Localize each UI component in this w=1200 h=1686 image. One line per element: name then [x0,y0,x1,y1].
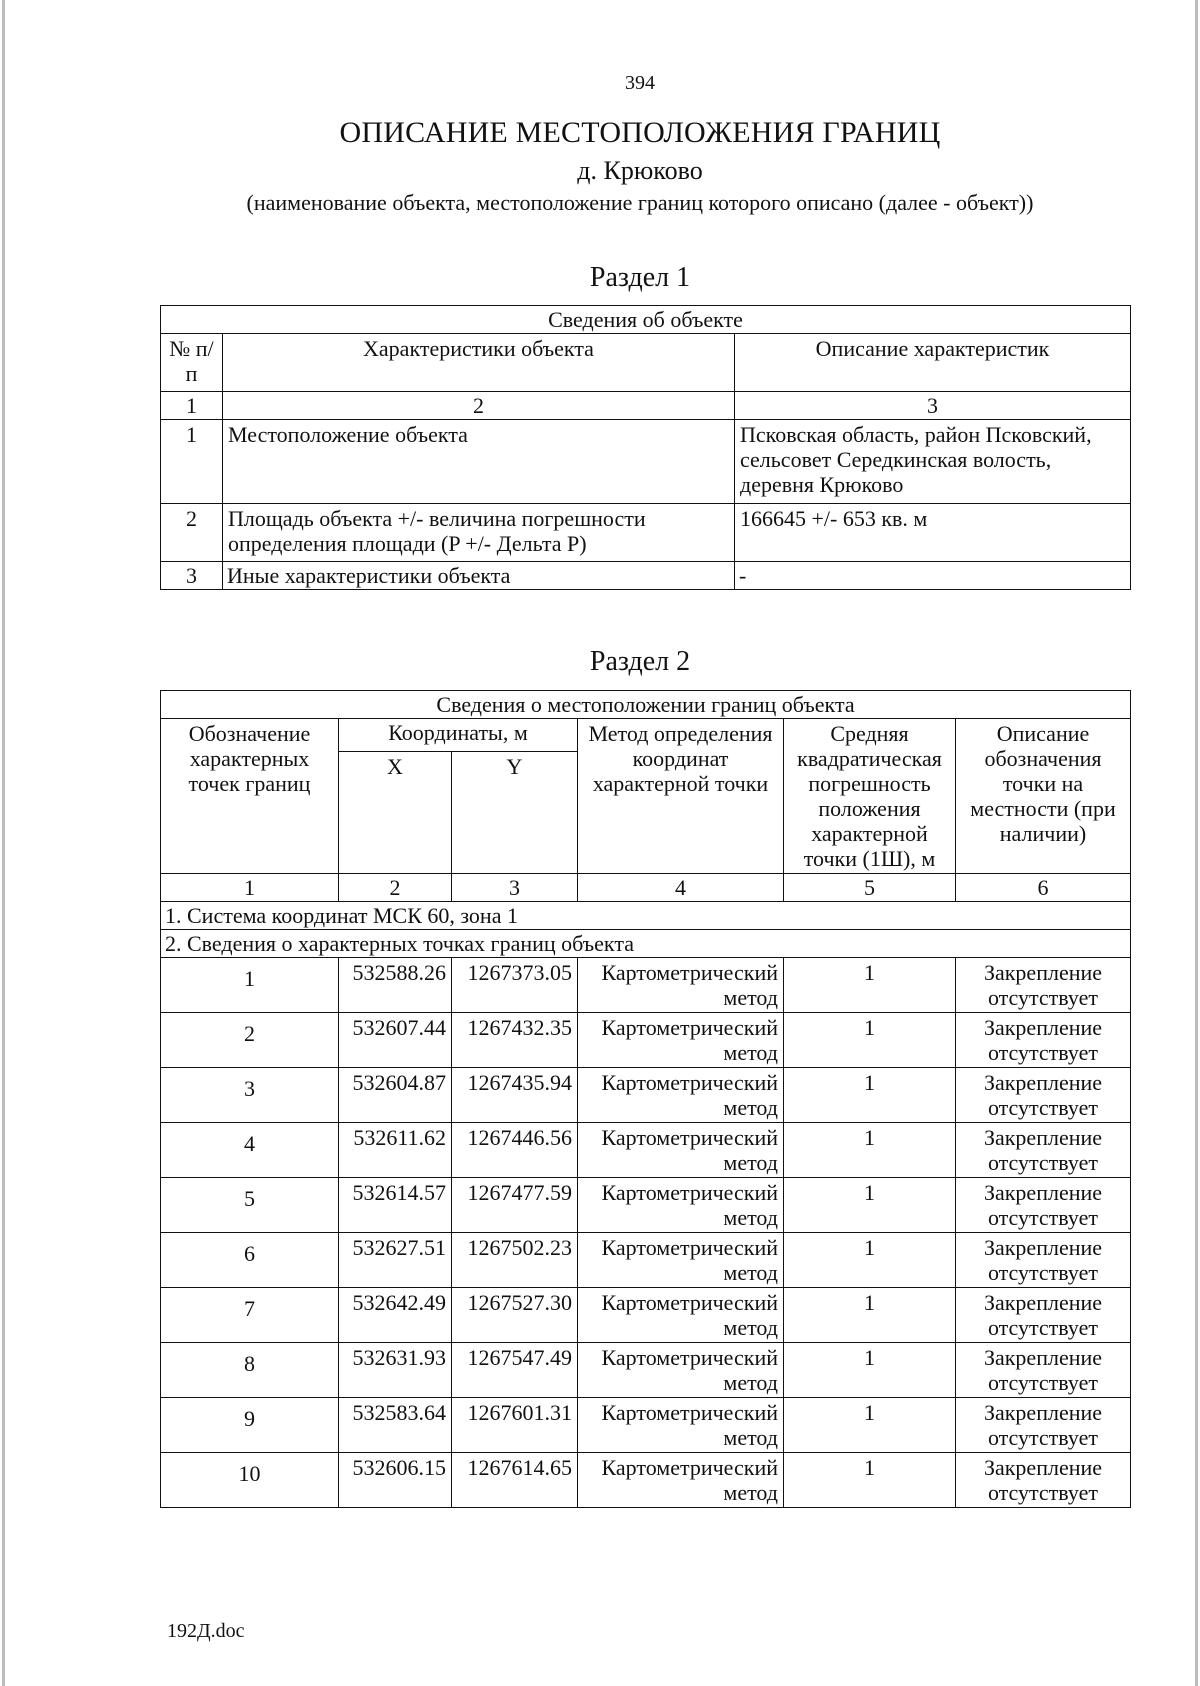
point-number: 6 [161,1233,339,1288]
error-value: 1 [784,1123,956,1178]
column-number-row [161,874,1131,902]
coord-y: 1267446.56 [452,1123,578,1178]
method: Картометрический метод [578,1288,784,1343]
coord-y: 1267373.05 [452,958,578,1013]
marker-description: Закрепление отсутствует [956,1013,1131,1068]
row-number: 1 [161,420,223,504]
row-description: - [735,562,1131,590]
error-value: 1 [784,1178,956,1233]
col-num: 1 [161,392,223,420]
row-number: 3 [161,562,223,590]
coord-x: 532604.87 [339,1068,452,1123]
method: Картометрический метод [578,1233,784,1288]
table-row [161,958,1131,1013]
method: Картометрический метод [578,1123,784,1178]
point-number: 3 [161,1068,339,1123]
row-characteristic: Иные характеристики объекта [223,562,735,590]
table-row [161,1453,1131,1508]
col-num: 3 [452,874,578,902]
point-number: 1 [161,958,339,1013]
coord-x: 532606.15 [339,1453,452,1508]
point-number: 9 [161,1398,339,1453]
header-description: Описание характеристик [735,334,1131,392]
col-num: 5 [784,874,956,902]
boundary-points-table [160,690,1131,1508]
coord-x: 532631.93 [339,1343,452,1398]
col-num: 6 [956,874,1131,902]
scan-edge-right [1195,0,1198,1686]
coord-x: 532583.64 [339,1398,452,1453]
table-row [161,504,1131,562]
header-method: Метод определения координат характерной точки [578,719,784,874]
row-characteristic: Площадь объекта +/- величина погрешности определения площади (P +/- Дельта P) [223,504,735,562]
header-number: № п/п [161,334,223,392]
method: Картометрический метод [578,1013,784,1068]
coord-x: 532611.62 [339,1123,452,1178]
table-row [161,1398,1131,1453]
marker-description: Закрепление отсутствует [956,1288,1131,1343]
row-description: 166645 +/- 653 кв. м [735,504,1131,562]
point-number: 4 [161,1123,339,1178]
marker-description: Закрепление отсутствует [956,1068,1131,1123]
table-title: Сведения о местоположении границ объекта [161,691,1131,719]
error-value: 1 [784,1013,956,1068]
error-value: 1 [784,1343,956,1398]
header-characteristics: Характеристики объекта [223,334,735,392]
table-row [161,1288,1131,1343]
table-row [161,1178,1131,1233]
coord-x: 532614.57 [339,1178,452,1233]
method: Картометрический метод [578,1178,784,1233]
column-number-row [161,392,1131,420]
table-row [161,420,1131,504]
table-row [161,1013,1131,1068]
row-number: 2 [161,504,223,562]
col-num: 4 [578,874,784,902]
table-title: Сведения об объекте [161,306,1131,334]
object-info-table [160,305,1131,590]
page-number: 394 [625,72,655,94]
table-row [161,1343,1131,1398]
coordinate-system-row [161,902,1131,930]
error-value: 1 [784,1453,956,1508]
table-row [161,1233,1131,1288]
table-title-row [161,691,1131,719]
coord-x: 532588.26 [339,958,452,1013]
table-row [161,1068,1131,1123]
coord-y: 1267547.49 [452,1343,578,1398]
header-point: Обозначение характерных точек границ [161,719,339,874]
coord-y: 1267435.94 [452,1068,578,1123]
coordinate-system: 1. Система координат МСК 60, зона 1 [161,902,1131,930]
coord-y: 1267502.23 [452,1233,578,1288]
table-row [161,1123,1131,1178]
document-title: ОПИСАНИЕ МЕСТОПОЛОЖЕНИЯ ГРАНИЦ [339,116,941,149]
col-num: 1 [161,874,339,902]
object-name: д. Крюково [577,156,703,185]
marker-description: Закрепление отсутствует [956,958,1131,1013]
header-row [161,719,1131,752]
section-2-heading: Раздел 2 [589,646,691,677]
point-number: 5 [161,1178,339,1233]
header-coordinates: Координаты, м [339,719,578,752]
row-description: Псковская область, район Псковский, сельсовет Середкинская волость, деревня Крюково [735,420,1131,504]
col-num: 3 [735,392,1131,420]
row-characteristic: Местоположение объекта [223,420,735,504]
error-value: 1 [784,958,956,1013]
file-name: 192Д.doc [167,1620,245,1642]
coord-x: 532627.51 [339,1233,452,1288]
error-value: 1 [784,1398,956,1453]
coord-x: 532642.49 [339,1288,452,1343]
coord-y: 1267601.31 [452,1398,578,1453]
section-1-heading: Раздел 1 [589,262,691,293]
method: Картометрический метод [578,1398,784,1453]
table-title-row [161,306,1131,334]
method: Картометрический метод [578,1343,784,1398]
object-caption: (наименование объекта, местоположение границ которого описано (далее - объект)) [246,190,1034,215]
header-row [161,334,1131,392]
marker-description: Закрепление отсутствует [956,1233,1131,1288]
coord-y: 1267477.59 [452,1178,578,1233]
coord-y: 1267432.35 [452,1013,578,1068]
points-heading: 2. Сведения о характерных точках границ объекта [161,930,1131,958]
marker-description: Закрепление отсутствует [956,1123,1131,1178]
point-number: 10 [161,1453,339,1508]
table-row [161,562,1131,590]
point-number: 8 [161,1343,339,1398]
header-y: Y [452,752,578,874]
point-number: 2 [161,1013,339,1068]
marker-description: Закрепление отсутствует [956,1343,1131,1398]
marker-description: Закрепление отсутствует [956,1398,1131,1453]
col-num: 2 [339,874,452,902]
scan-edge-left [2,0,5,1686]
col-num: 2 [223,392,735,420]
header-marker-description: Описание обозначения точки на местности (при наличии) [956,719,1131,874]
coord-x: 532607.44 [339,1013,452,1068]
coord-y: 1267527.30 [452,1288,578,1343]
error-value: 1 [784,1233,956,1288]
error-value: 1 [784,1068,956,1123]
header-error: Средняя квадратическая погрешность положения характерной точки (1Ш), м [784,719,956,874]
coord-y: 1267614.65 [452,1453,578,1508]
point-number: 7 [161,1288,339,1343]
header-x: X [339,752,452,874]
method: Картометрический метод [578,958,784,1013]
error-value: 1 [784,1288,956,1343]
marker-description: Закрепление отсутствует [956,1178,1131,1233]
method: Картометрический метод [578,1068,784,1123]
method: Картометрический метод [578,1453,784,1508]
points-heading-row [161,930,1131,958]
marker-description: Закрепление отсутствует [956,1453,1131,1508]
